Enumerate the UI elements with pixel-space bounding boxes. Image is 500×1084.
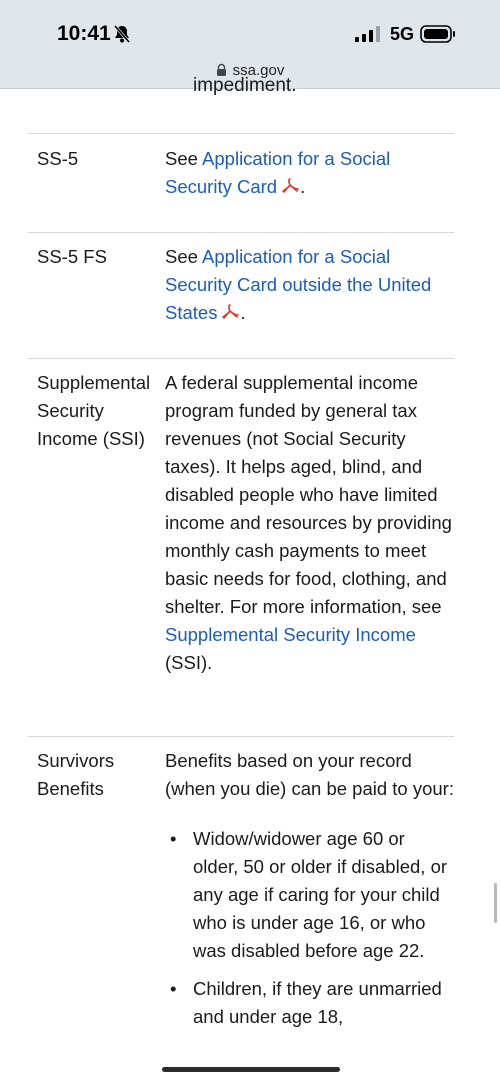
term-ss5: SS-5 xyxy=(37,148,79,169)
network-type: 5G xyxy=(390,24,415,44)
definition-ss5-fs: See Application for a Social Security Card outside the United States . xyxy=(165,246,432,323)
clock: 10:41 xyxy=(57,22,111,45)
definition-survivors-benefits: Benefits based on your record (when you die) can be paid to your: • Widow/widower age 60 or older, 50 or older if disabled, or any age if caring for your child who is under age 16, or who was disabled before age 22. • Children, if they are unmarried and under age 18, xyxy=(165,747,455,1031)
ss5-application-link[interactable]: Application for a Social Security Card xyxy=(165,148,391,197)
cut-off-text: impediment. xyxy=(193,75,297,96)
ssi-link[interactable]: Supplemental Security Income xyxy=(165,624,416,645)
list-item: • Widow/widower age 60 or older, 50 or older if disabled, or any age if caring for your child who is under age 16, or who was disabled before age 22. xyxy=(165,825,455,965)
row-divider xyxy=(28,736,454,737)
ss5-fs-application-link[interactable]: Application for a Social Security Card outside the United States xyxy=(165,246,432,323)
term-ssi: Supplemental Security Income (SSI) xyxy=(37,372,151,449)
bell-slash-icon xyxy=(112,24,132,44)
url-text: ssa.gov xyxy=(232,62,285,79)
term-survivors-benefits: Survivors Benefits xyxy=(37,750,115,799)
pdf-icon[interactable] xyxy=(220,302,240,322)
definition-ssi: A federal supplemental income program funded by general tax revenues (not Social Security taxes). It helps aged, blind, and disabled people who have limited income and resources by providing monthly cash payments to meet basic needs for food, clothing, and shelter. For more information, see Supplemental Security Income (SSI). xyxy=(165,372,452,673)
signal-strength-icon xyxy=(355,26,381,42)
scrollbar[interactable] xyxy=(494,883,497,923)
row-divider xyxy=(28,133,454,134)
definition-ss5: See Application for a Social Security Card . xyxy=(165,148,391,197)
row-divider xyxy=(28,358,454,359)
pdf-icon[interactable] xyxy=(280,176,300,196)
term-ss5-fs: SS-5 FS xyxy=(37,246,107,267)
home-indicator[interactable] xyxy=(162,1067,340,1072)
list-item: • Children, if they are unmarried and under age 18, xyxy=(165,975,455,1031)
row-divider xyxy=(28,232,454,233)
survivors-list xyxy=(165,825,455,1031)
glossary-table xyxy=(0,75,500,1084)
battery-icon xyxy=(420,25,456,43)
